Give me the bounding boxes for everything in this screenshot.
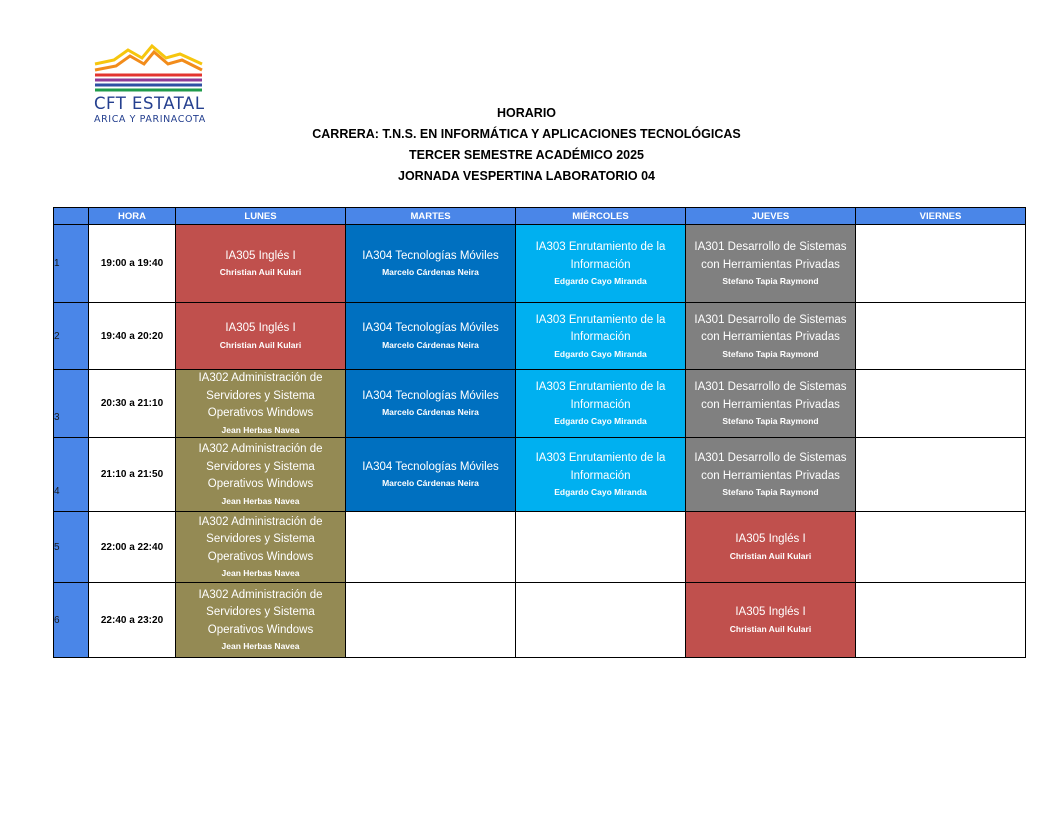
course-title: IA305 Inglés I: [735, 533, 806, 546]
course-teacher: Stefano Tapia Raymond: [722, 276, 819, 286]
course-title: IA301 Desarrollo de Sistemas con Herramientas Privadas: [694, 313, 847, 343]
class-cell: [176, 303, 346, 370]
row-hour: 19:00 a 19:40: [89, 225, 176, 303]
header-martes: MARTES: [346, 208, 516, 225]
header-hora: HORA: [89, 208, 176, 225]
course-teacher: Jean Herbas Navea: [221, 568, 300, 579]
course-teacher: Christian Auil Kulari: [219, 339, 302, 350]
course-teacher: Marcelo Cárdenas Neira: [382, 267, 479, 278]
course-title: IA304 Tecnologías Móviles: [362, 389, 499, 402]
class-cell: [516, 225, 686, 303]
course-teacher: Marcelo Cárdenas Neira: [382, 407, 479, 418]
header-num: [54, 208, 89, 225]
class-cell: [176, 370, 346, 438]
row-number: 1: [54, 225, 89, 303]
heading-line-3: TERCER SEMESTRE ACADÉMICO 2025: [409, 148, 644, 162]
row-number: 2: [54, 303, 89, 370]
logo-name: CFT ESTATAL: [94, 94, 205, 113]
course-title: IA301 Desarrollo de Sistemas con Herramientas Privadas: [694, 241, 847, 271]
header-miercoles: MIÉRCOLES: [516, 208, 686, 225]
course-title: IA302 Administración de Servidores y Sistema Operativos Windows: [198, 443, 323, 491]
class-cell: [686, 512, 856, 583]
course-teacher: Christian Auil Kulari: [219, 267, 302, 278]
class-cell: [176, 512, 346, 583]
row-number: 4: [54, 438, 89, 512]
empty-cell: [856, 583, 1026, 658]
mountain-logo-icon: [94, 44, 204, 92]
course-title: IA304 Tecnologías Móviles: [362, 322, 499, 335]
course-teacher: Edgardo Cayo Miranda: [554, 348, 647, 359]
course-title: IA303 Enrutamiento de la Información: [535, 452, 666, 482]
course-teacher: Edgardo Cayo Miranda: [554, 416, 647, 426]
row-number: 3: [54, 370, 89, 438]
course-teacher: Stefano Tapia Raymond: [722, 348, 819, 359]
table-row: [54, 303, 1026, 370]
class-cell: [686, 583, 856, 658]
course-title: IA301 Desarrollo de Sistemas con Herramientas Privadas: [694, 381, 847, 411]
class-cell: [516, 438, 686, 512]
empty-cell: [856, 512, 1026, 583]
course-title: IA305 Inglés I: [225, 249, 296, 262]
row-hour: 21:10 a 21:50: [89, 438, 176, 512]
class-cell: [346, 370, 516, 438]
course-title: IA304 Tecnologías Móviles: [362, 249, 499, 262]
class-cell: [176, 583, 346, 658]
empty-cell: [856, 370, 1026, 438]
header-lunes: LUNES: [176, 208, 346, 225]
class-cell: [686, 303, 856, 370]
logo-region: ARICA Y PARINACOTA: [94, 114, 206, 125]
class-cell: [516, 370, 686, 438]
class-cell: [346, 303, 516, 370]
course-teacher: Marcelo Cárdenas Neira: [382, 339, 479, 350]
heading-line-1: HORARIO: [496, 106, 557, 120]
course-title: IA303 Enrutamiento de la Información: [535, 313, 666, 343]
table-row: [54, 438, 1026, 512]
table-row: [54, 225, 1026, 303]
schedule-table: [53, 207, 1026, 658]
row-hour: 20:30 a 21:10: [89, 370, 176, 438]
course-teacher: Stefano Tapia Raymond: [722, 487, 819, 497]
schedule-body: [54, 225, 1026, 658]
course-title: IA305 Inglés I: [225, 322, 296, 335]
heading-line-4: JORNADA VESPERTINA LABORATORIO 04: [398, 169, 655, 183]
empty-cell: [856, 438, 1026, 512]
course-teacher: Christian Auil Kulari: [729, 550, 812, 561]
course-teacher: Marcelo Cárdenas Neira: [382, 478, 479, 489]
empty-cell: [346, 512, 516, 583]
class-cell: [346, 225, 516, 303]
table-row: [54, 370, 1026, 438]
course-teacher: Jean Herbas Navea: [221, 495, 300, 506]
course-teacher: Jean Herbas Navea: [221, 424, 300, 435]
class-cell: [176, 438, 346, 512]
course-teacher: Jean Herbas Navea: [221, 641, 300, 652]
empty-cell: [856, 225, 1026, 303]
course-title: IA303 Enrutamiento de la Información: [535, 381, 666, 411]
row-hour: 22:00 a 22:40: [89, 512, 176, 583]
course-teacher: Stefano Tapia Raymond: [722, 416, 819, 426]
course-title: IA302 Administración de Servidores y Sistema Operativos Windows: [198, 588, 323, 636]
course-title: IA303 Enrutamiento de la Información: [535, 241, 666, 271]
course-teacher: Edgardo Cayo Miranda: [554, 487, 647, 497]
empty-cell: [516, 512, 686, 583]
course-title: IA304 Tecnologías Móviles: [362, 460, 499, 473]
class-cell: [686, 225, 856, 303]
class-cell: [686, 438, 856, 512]
header-row: [54, 208, 1026, 225]
row-number: 5: [54, 512, 89, 583]
row-hour: 22:40 a 23:20: [89, 583, 176, 658]
course-title: IA302 Administración de Servidores y Sistema Operativos Windows: [198, 515, 323, 563]
row-number: 6: [54, 583, 89, 658]
class-cell: [176, 225, 346, 303]
course-teacher: Christian Auil Kulari: [729, 623, 812, 634]
row-hour: 19:40 a 20:20: [89, 303, 176, 370]
schedule-heading: [0, 103, 1053, 187]
empty-cell: [346, 583, 516, 658]
course-title: IA301 Desarrollo de Sistemas con Herramientas Privadas: [694, 452, 847, 482]
header-jueves: JUEVES: [686, 208, 856, 225]
empty-cell: [856, 303, 1026, 370]
empty-cell: [516, 583, 686, 658]
header-viernes: VIERNES: [856, 208, 1026, 225]
class-cell: [686, 370, 856, 438]
table-row: [54, 512, 1026, 583]
class-cell: [516, 303, 686, 370]
class-cell: [346, 438, 516, 512]
course-title: IA305 Inglés I: [735, 606, 806, 619]
course-title: IA302 Administración de Servidores y Sistema Operativos Windows: [198, 372, 323, 420]
heading-line-2: CARRERA: T.N.S. EN INFORMÁTICA Y APLICACIONES TECNOLÓGICAS: [312, 127, 741, 141]
table-row: [54, 583, 1026, 658]
course-teacher: Edgardo Cayo Miranda: [554, 276, 647, 286]
